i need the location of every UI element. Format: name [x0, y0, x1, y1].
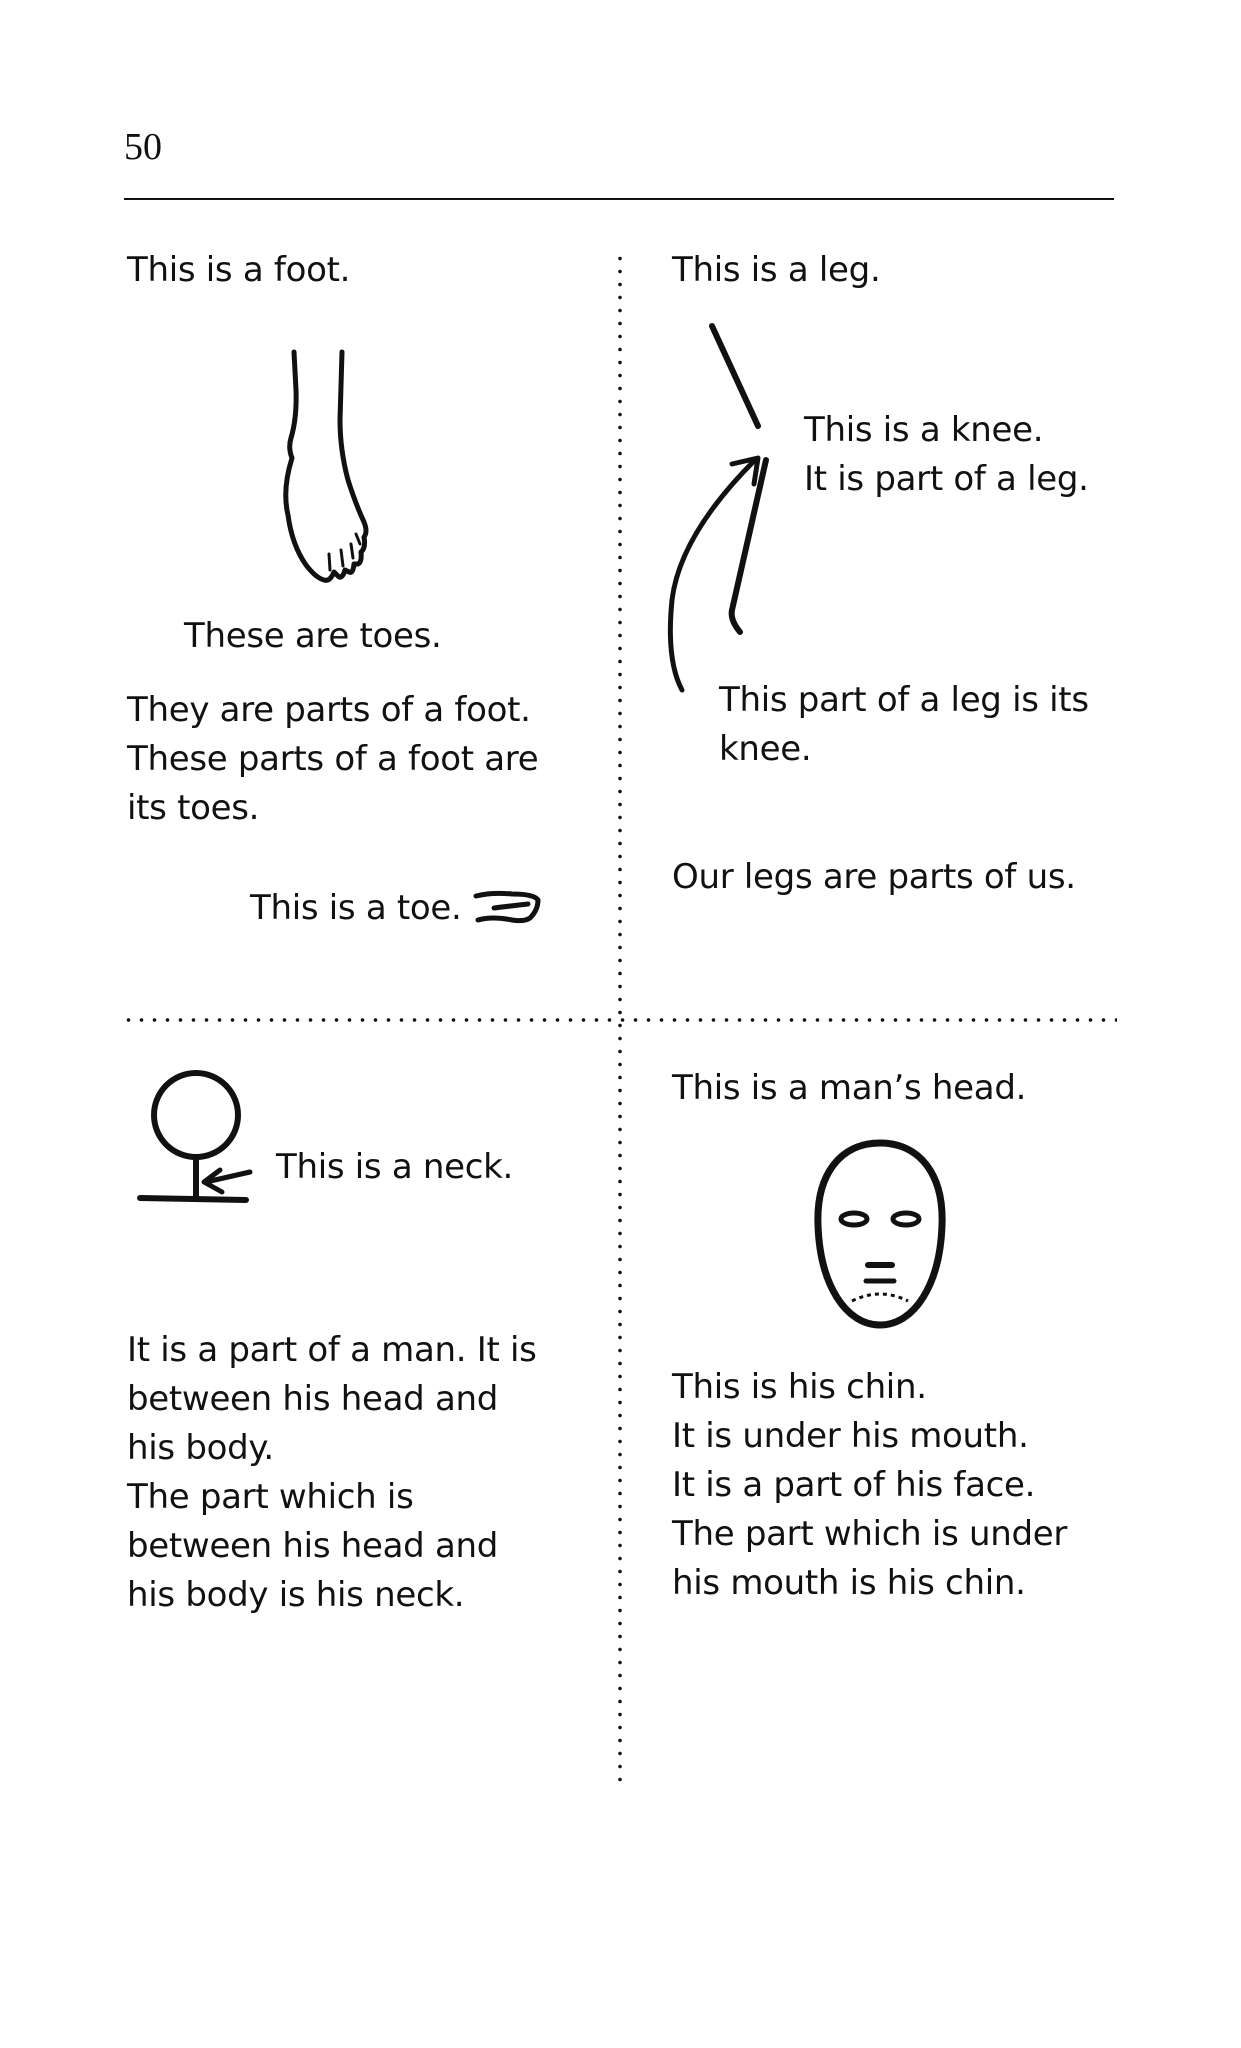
legs-closing-line: Our legs are parts of us. [672, 857, 1076, 897]
neck-line-1: It is a part of a man. It is [127, 1330, 537, 1370]
neck-line-2: between his head and [127, 1379, 499, 1419]
foot-title: This is a foot. [127, 250, 351, 290]
horizontal-dotted-divider [122, 1018, 1117, 1022]
head-line-5: his mouth is his chin. [672, 1563, 1026, 1603]
head-line-4: The part which is under [672, 1514, 1068, 1554]
neck-line-3: his body. [127, 1428, 274, 1468]
knee-line-1: This is a knee. [804, 410, 1044, 450]
toes-caption: These are toes. [184, 616, 442, 656]
foot-icon [270, 340, 380, 595]
neck-caption: This is a neck. [276, 1147, 514, 1187]
neck-line-4: The part which is [127, 1477, 414, 1517]
head-line-1: This is his chin. [672, 1367, 927, 1407]
neck-line-6: his body is his neck. [127, 1575, 465, 1615]
knee-line-2: It is part of a leg. [804, 459, 1089, 499]
neck-figure-icon [136, 1070, 276, 1210]
leg-title: This is a leg. [672, 250, 881, 290]
neck-line-5: between his head and [127, 1526, 499, 1566]
face-icon [810, 1135, 950, 1335]
head-title: This is a man’s head. [672, 1068, 1027, 1108]
head-line-3: It is a part of his face. [672, 1465, 1036, 1505]
foot-line-2: These parts of a foot are [127, 739, 539, 779]
foot-line-3: its toes. [127, 788, 260, 828]
toe-icon [472, 886, 544, 926]
knee-part-line-1: This part of a leg is its [719, 680, 1089, 720]
knee-part-line-2: knee. [719, 729, 812, 769]
knee-arrow-icon [660, 440, 780, 700]
page-number: 50 [124, 126, 162, 168]
header-rule [124, 198, 1114, 200]
toe-caption: This is a toe. [250, 888, 462, 928]
foot-line-1: They are parts of a foot. [127, 690, 531, 730]
head-line-2: It is under his mouth. [672, 1416, 1029, 1456]
